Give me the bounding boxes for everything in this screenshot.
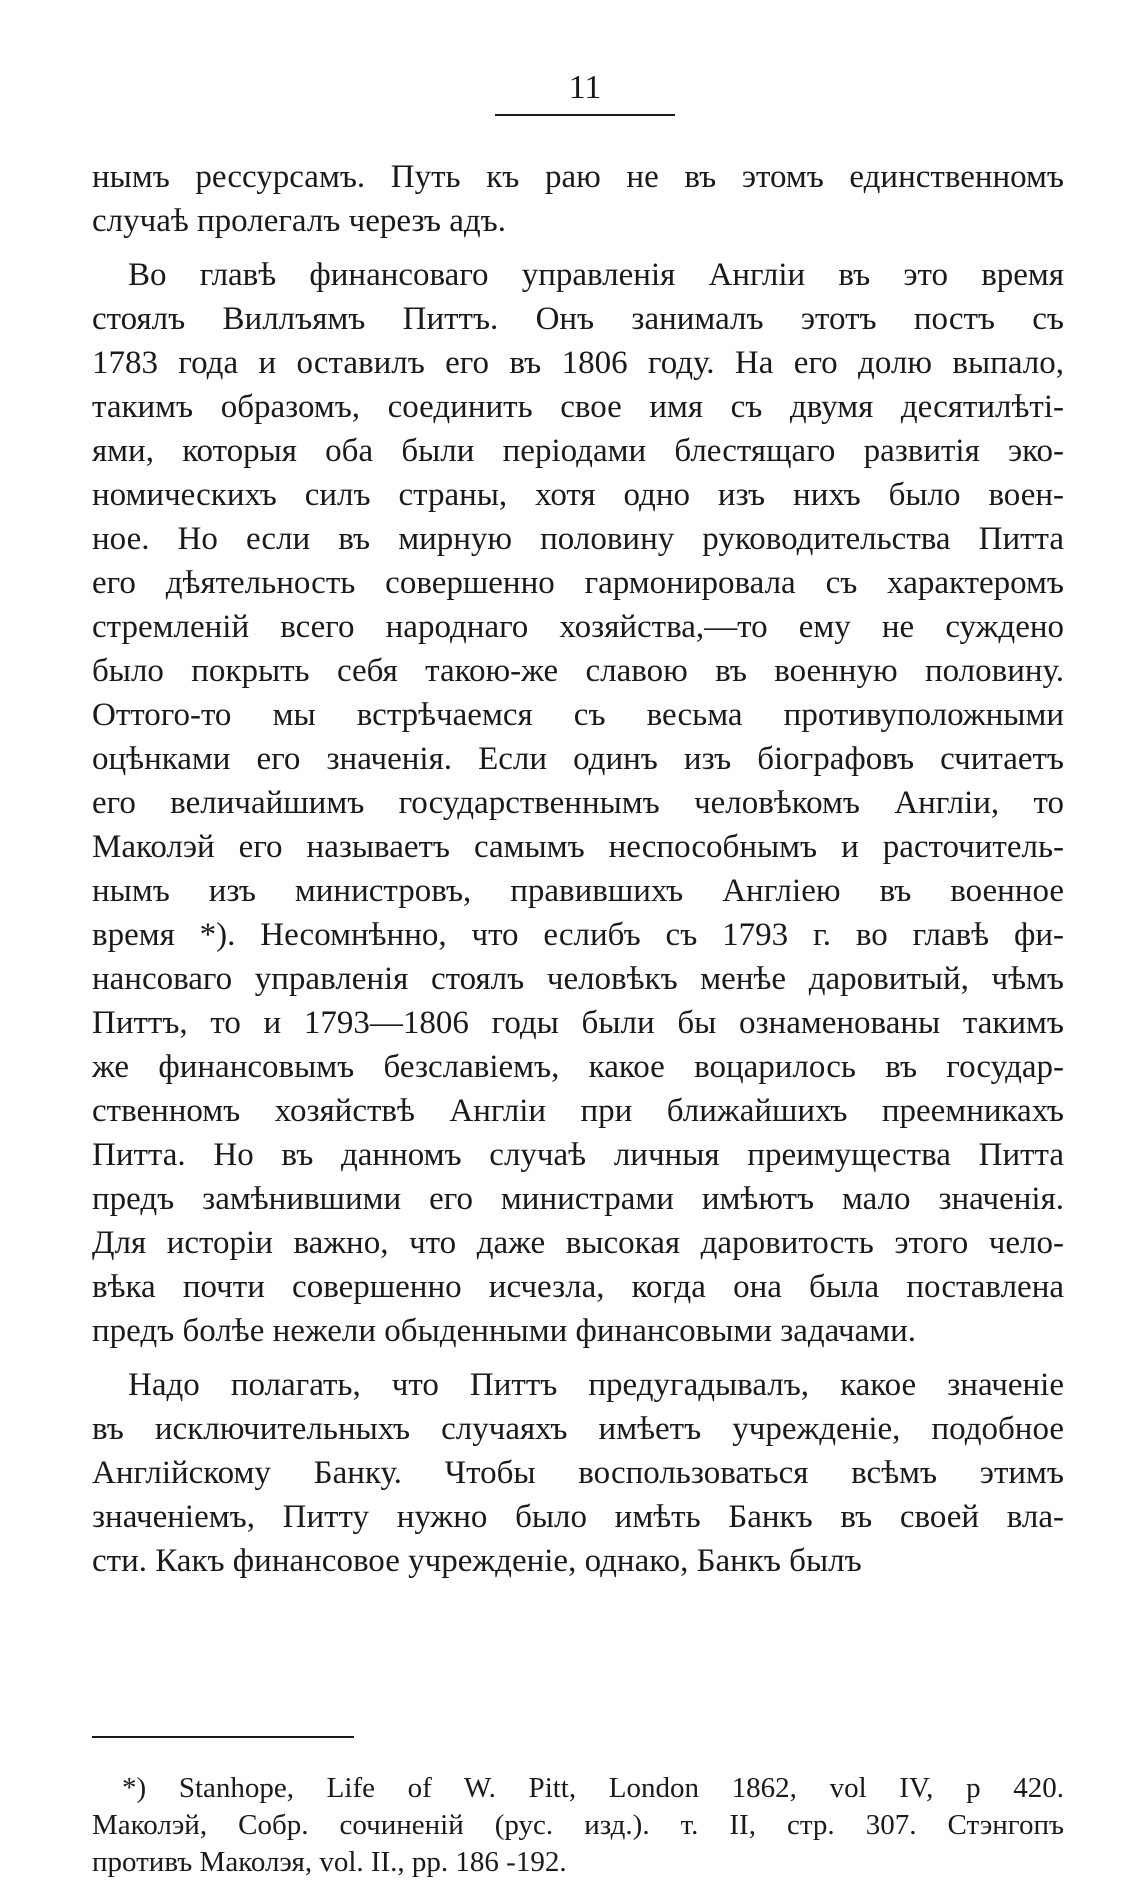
paragraph <box>92 155 1064 243</box>
text-line: ями, которыя оба были періодами блестящаго развитія эко- <box>92 433 1064 469</box>
text-line: случаѣ пролегалъ черезъ адъ. <box>92 203 506 239</box>
text-line: въ исключительныхъ случаяхъ имѣетъ учрежденіе, подобное <box>92 1411 1064 1447</box>
text-line: было покрыть себя такою-же славою въ военную половину. <box>92 653 1064 689</box>
text-line: же финансовымъ безславіемъ, какое воцарилось въ государ- <box>92 1049 1064 1085</box>
text-line: такимъ образомъ, соединить свое имя съ двумя десятилѣті- <box>92 389 1064 425</box>
text-line: сти. Какъ финансовое учрежденіе, однако, Банкъ былъ <box>92 1543 862 1579</box>
header-rule <box>495 114 675 116</box>
footnote-rule <box>92 1736 354 1738</box>
text-line: Для исторіи важно, что даже высокая даровитость этого чело- <box>92 1225 1064 1261</box>
footnote-line: *) Stanhope, Life of W. Pitt, London 1862, vol IV, p 420. <box>122 1772 1064 1804</box>
text-line: 1783 года и оставилъ его въ 1806 году. На его долю выпало, <box>92 345 1064 381</box>
text-line: номическихъ силъ страны, хотя одно изъ нихъ было воен- <box>92 477 1064 513</box>
text-line: время *). Несомнѣнно, что еслибъ съ 1793 г. во главѣ фи- <box>92 917 1064 953</box>
text-line: Оттого-то мы встрѣчаемся съ весьма противуположными <box>92 697 1064 733</box>
text-line: Питта. Но въ данномъ случаѣ личныя преимущества Питта <box>92 1137 1064 1173</box>
text-line: Во главѣ финансоваго управленія Англіи въ это время <box>128 257 1064 293</box>
footnote <box>92 1770 1064 1881</box>
text-line: Питтъ, то и 1793—1806 годы были бы ознаменованы такимъ <box>92 1005 1064 1041</box>
text-line: ное. Но если въ мирную половину руководительства Питта <box>92 521 1064 557</box>
text-line: Англійскому Банку. Чтобы воспользоваться всѣмъ этимъ <box>92 1455 1064 1491</box>
text-line: нымъ изъ министровъ, правившихъ Англіею въ военное <box>92 873 1064 909</box>
text-line: Надо полагать, что Питтъ предугадывалъ, какое значеніе <box>128 1367 1064 1403</box>
text-line: стоялъ Виллъямъ Питтъ. Онъ занималъ этотъ постъ съ <box>92 301 1064 337</box>
footnote-line: противъ Маколэя, vol. II., pp. 186 -192. <box>92 1846 567 1878</box>
text-line: значеніемъ, Питту нужно было имѣть Банкъ въ своей вла- <box>92 1499 1064 1535</box>
text-line: его величайшимъ государственнымъ человѣкомъ Англіи, то <box>92 785 1064 821</box>
text-line: нансоваго управленія стоялъ человѣкъ менѣе даровитый, чѣмъ <box>92 961 1064 997</box>
paragraph <box>92 253 1064 1353</box>
text-line: оцѣнками его значенія. Если одинъ изъ біографовъ считаетъ <box>92 741 1064 777</box>
page-number: 11 <box>568 69 602 106</box>
text-line: ственномъ хозяйствѣ Англіи при ближайшихъ преемникахъ <box>92 1093 1064 1129</box>
text-line: его дѣятельность совершенно гармонировала съ характеромъ <box>92 565 1064 601</box>
text-line: предъ болѣе нежели обыденными финансовыми задачами. <box>92 1313 917 1349</box>
body-text <box>92 155 1064 1583</box>
paragraph <box>92 1363 1064 1583</box>
text-line: нымъ рессурсамъ. Путь къ раю не въ этомъ единственномъ <box>92 159 1064 195</box>
text-line: вѣка почти совершенно исчезла, когда она была поставлена <box>92 1269 1064 1305</box>
text-line: Маколэй его называетъ самымъ неспособнымъ и расточитель- <box>92 829 1064 865</box>
footnote-line: Маколэй, Собр. сочиненій (рус. изд.). т. II, стр. 307. Стэнгопъ <box>92 1809 1064 1841</box>
paragraph-gap <box>92 243 1064 253</box>
text-line: предъ замѣнившими его министрами имѣютъ мало значенія. <box>92 1181 1064 1217</box>
paragraph-gap <box>92 1353 1064 1363</box>
text-line: стремленій всего народнаго хозяйства,—то ему не суждено <box>92 609 1064 645</box>
